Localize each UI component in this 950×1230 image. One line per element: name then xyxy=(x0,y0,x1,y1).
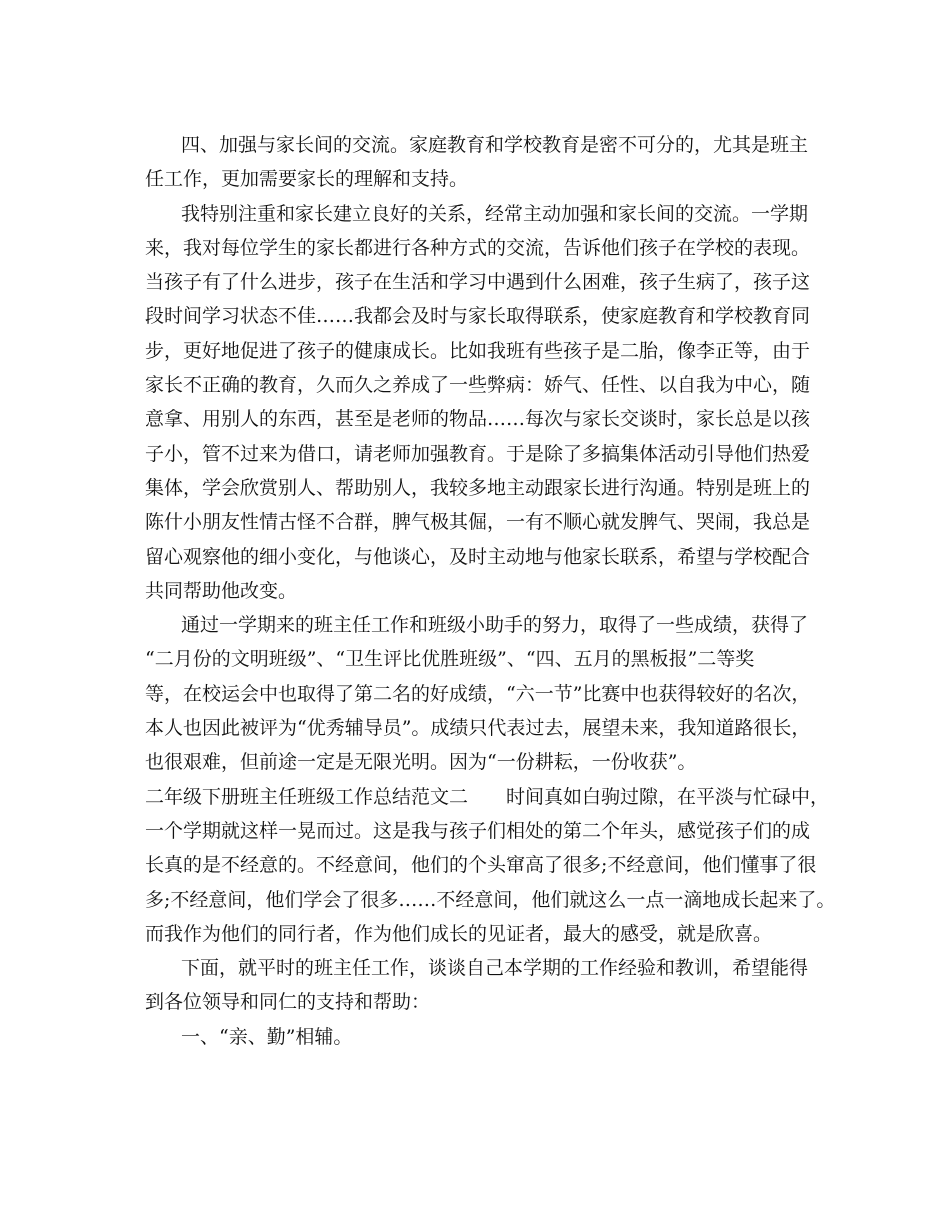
section-heading-line xyxy=(145,780,830,814)
section-title: 二年级下册班主任班级工作总结范文二 xyxy=(145,785,469,808)
text-line: 四、加强与家长间的交流。家庭教育和学校教育是密不可分的，尤其是班主 xyxy=(181,134,809,156)
text-line: 来，我对每位学生的家长都进行各种方式的交流，告诉他们孩子在学校的表现。 xyxy=(145,236,811,259)
text-line: 下面，就平时的班主任工作，谈谈自己本学期的工作经验和教训，希望能得 xyxy=(181,957,809,980)
text-line: 本人也因此被评为“优秀辅导员”。成绩只代表过去，展望未来，我知道路很长， xyxy=(145,717,811,740)
section-first-line: 时间真如白驹过隙，在平淡与忙碌中， xyxy=(506,785,830,808)
paragraphs-before-section xyxy=(145,128,817,780)
text-line: 等，在校运会中也取得了第二名的好成绩，“六一节”比赛中也获得较好的名次， xyxy=(145,682,811,705)
text-line: 一、“亲、勤”相辅。 xyxy=(181,1025,353,1048)
text-line: 集体，学会欣赏别人、帮助别人，我较多地主动跟家长进行沟通。特别是班上的 xyxy=(145,476,811,499)
text-line: 多;不经意间，他们学会了很多……不经意间，他们就这么一点一滴地成长起来了。 xyxy=(145,888,836,911)
text-line: 留心观察他的细小变化，与他谈心，及时主动地与他家长联系，希望与学校配合 xyxy=(145,545,811,568)
text-line: 子小，管不过来为借口，请老师加强教育。于是除了多搞集体活动引导他们热爱 xyxy=(145,442,811,465)
text-line: 当孩子有了什么进步，孩子在生活和学习中遇到什么困难，孩子生病了，孩子这 xyxy=(145,271,811,294)
text-line: 长真的是不经意的。不经意间，他们的个头窜高了很多;不经意间，他们懂事了很 xyxy=(145,854,817,877)
text-line: 步，更好地促进了孩子的健康成长。比如我班有些孩子是二胎，像李正等，由于 xyxy=(145,339,811,362)
text-line: 段时间学习状态不佳……我都会及时与家长取得联系，使家庭教育和学校教育同 xyxy=(145,305,811,328)
text-line: “二月份的文明班级”、“卫生评比优胜班级”、“四、五月的黑板报”二等奖 xyxy=(145,648,755,671)
text-line: 而我作为他们的同行者，作为他们成长的见证者，最大的感受，就是欣喜。 xyxy=(145,922,773,945)
text-line: 陈什小朋友性情古怪不合群，脾气极其倔，一有不顺心就发脾气、哭闹，我总是 xyxy=(145,511,811,534)
text-line: 我特别注重和家长建立良好的关系，经常主动加强和家长间的交流。一学期 xyxy=(181,202,809,225)
paragraphs-after-section xyxy=(145,814,836,1054)
text-line: 到各位领导和同仁的支持和帮助： xyxy=(145,991,431,1014)
text-line: 通过一学期来的班主任工作和班级小助手的努力，取得了一些成绩，获得了 xyxy=(181,614,809,637)
text-line: 家长不正确的教育，久而久之养成了一些弊病：娇气、任性、以自我为中心，随 xyxy=(145,374,811,397)
text-line: 任工作，更加需要家长的理解和支持。 xyxy=(145,168,469,191)
text-line: 意拿、用别人的东西，甚至是老师的物品……每次与家长交谈时，家长总是以孩 xyxy=(145,408,811,431)
text-line: 共同帮助他改变。 xyxy=(145,579,298,602)
document-body xyxy=(145,128,836,1054)
text-line: 也很艰难，但前途一定是无限光明。因为“一份耕耘，一份收获”。 xyxy=(145,751,697,774)
text-line: 一个学期就这样一晃而过。这是我与孩子们相处的第二个年头，感觉孩子们的成 xyxy=(145,819,811,842)
